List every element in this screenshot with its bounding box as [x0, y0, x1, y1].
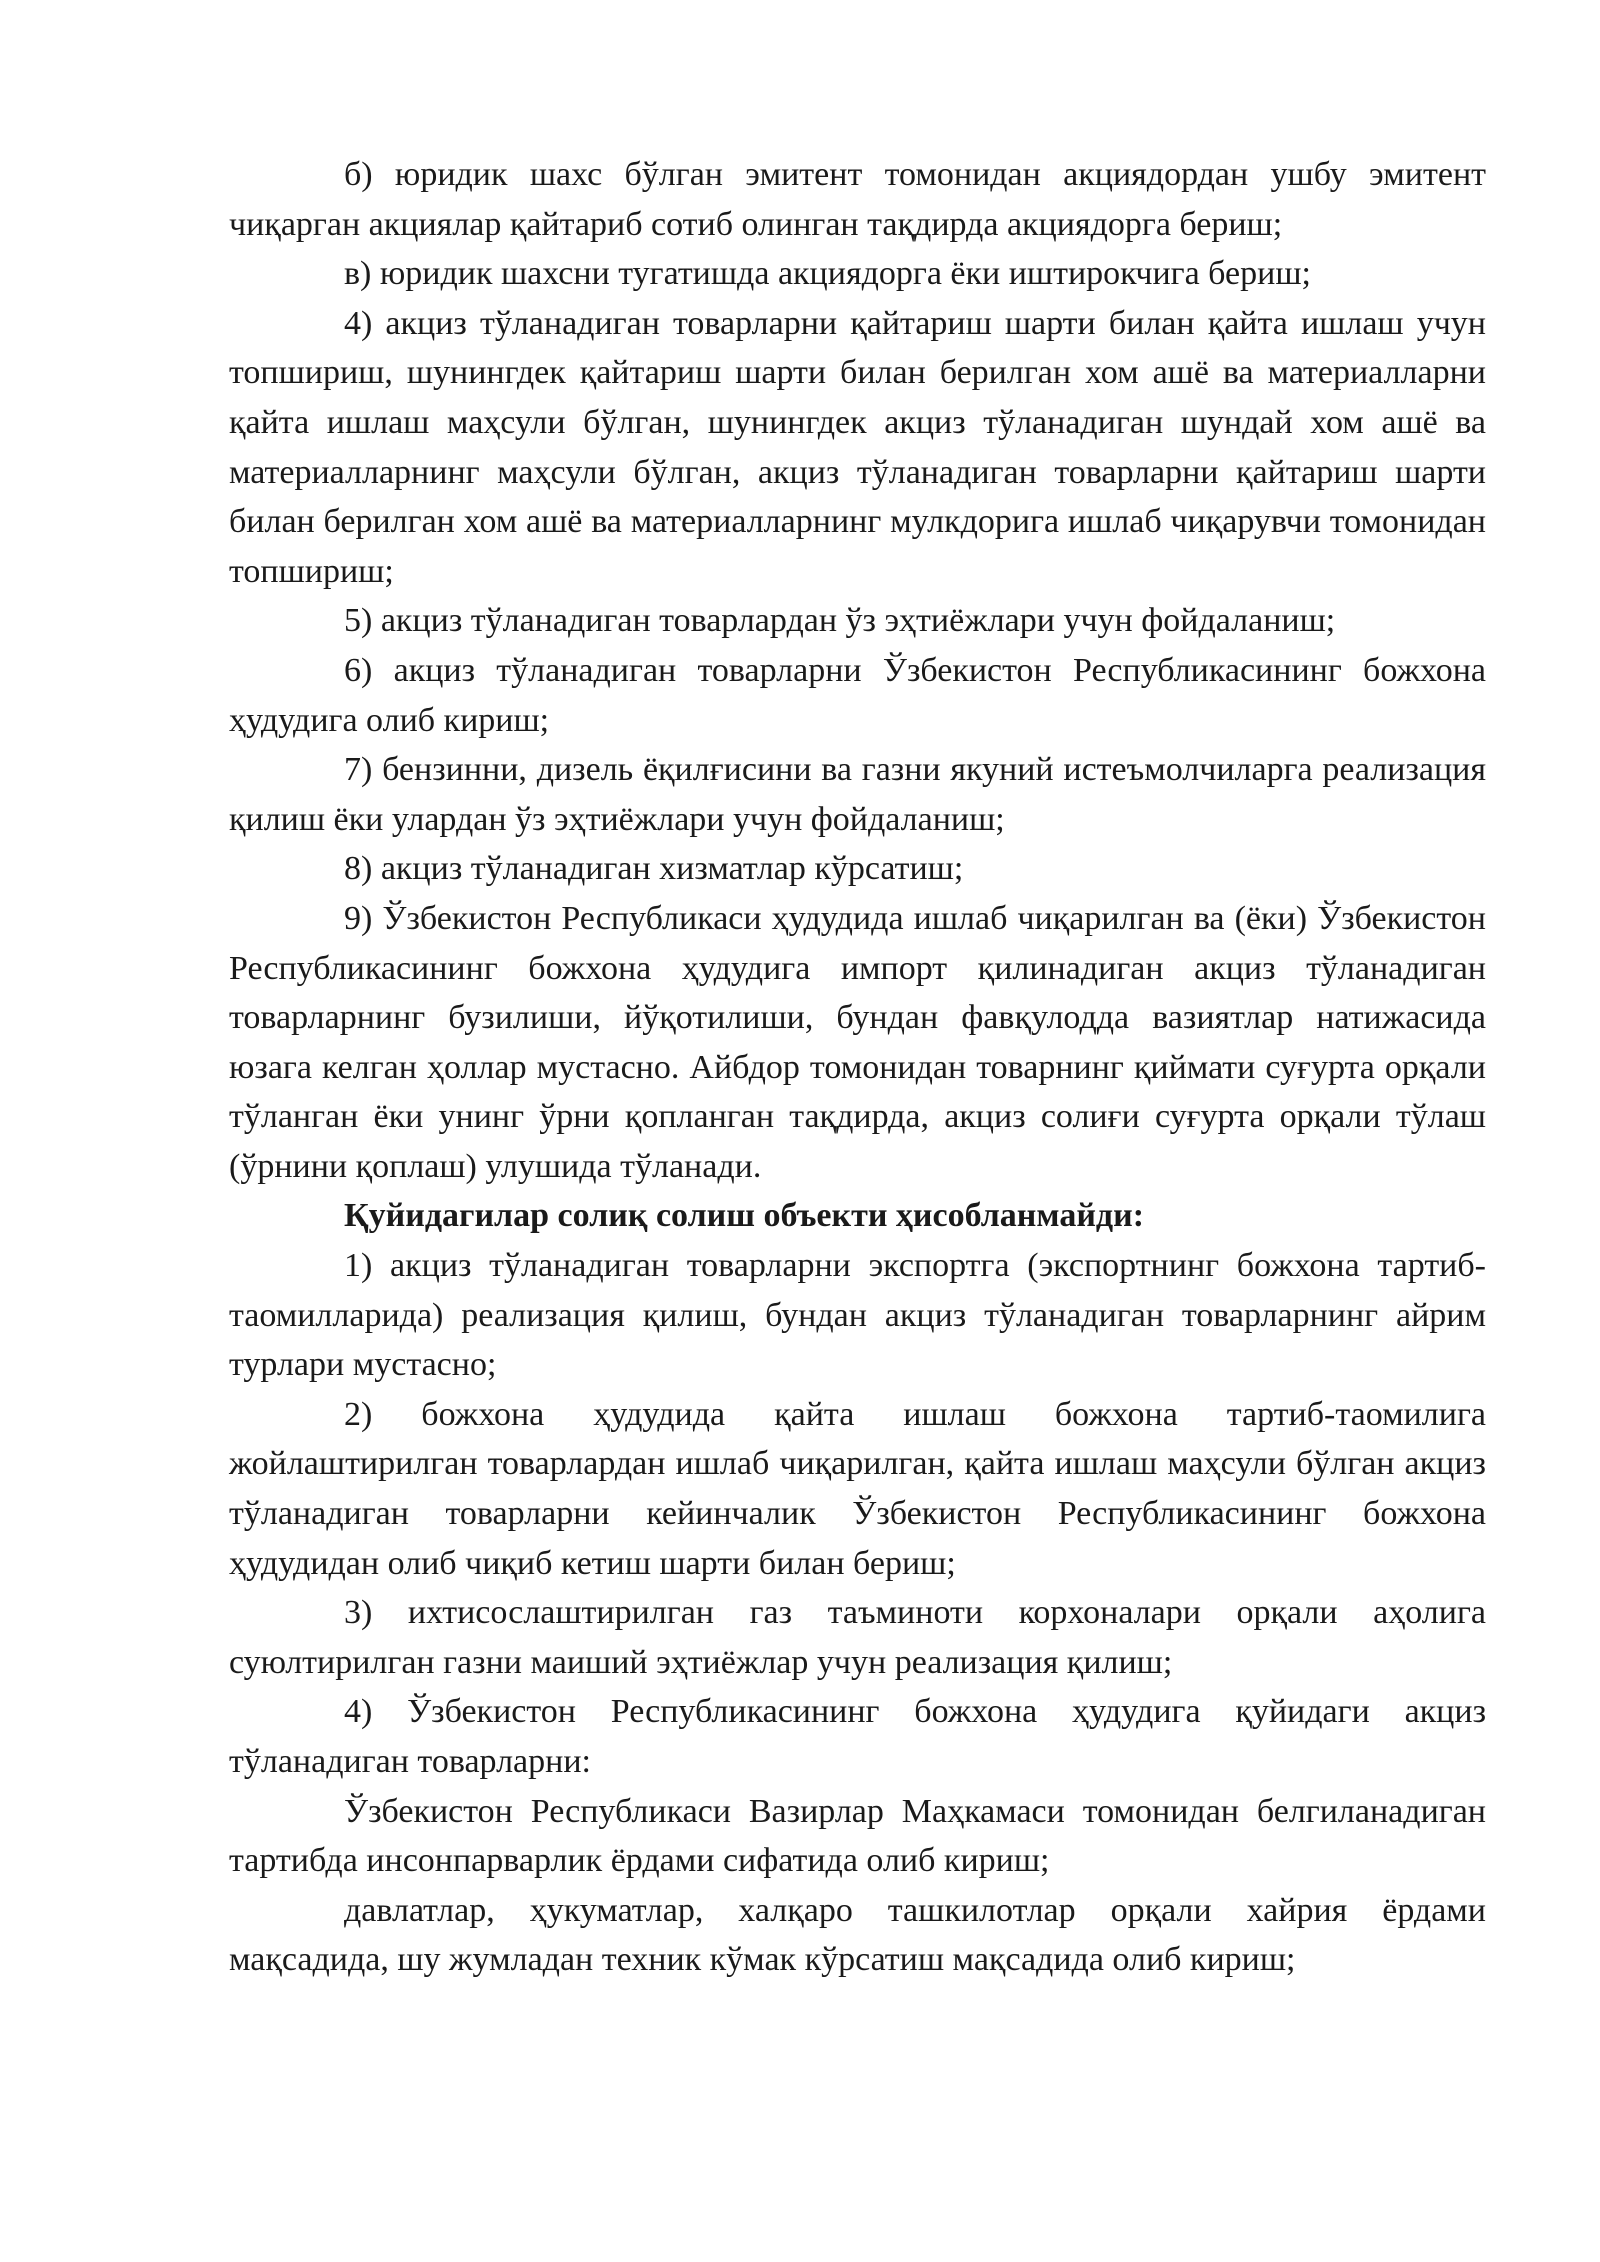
paragraph: 6) акциз тўланадиган товарларни Ўзбекистон Республикасининг божхона ҳудудига олиб кириш; — [229, 651, 1486, 739]
paragraph: 9) Ўзбекистон Республикаси ҳудудида ишлаб чиқарилган ва (ёки) Ўзбекистон Республикасининг божхона ҳудудига импорт қилинадиган акциз тўланадиган товарларнинг бузилиши, йўқотилиши, бундан фавқулодда вазиятлар натижасида юзага келган ҳоллар мустасно. Айбдор томонидан товарнинг қиймати суғурта орқали тўланган ёки унинг ўрни қопланган тақдирда, акциз солиғи суғурта орқали тўлаш (ўрнини қоплаш) улушида тўланади. — [229, 899, 1486, 1185]
paragraph: б) юридик шахс бўлган эмитент томонидан акциядордан ушбу эмитент чиқарган акциялар қайтариб сотиб олинган тақдирда акциядорга бериш; — [229, 156, 1486, 243]
paragraph: давлатлар, ҳукуматлар, халқаро ташкилотлар орқали хайрия ёрдами мақсадида, шу жумладан техник кўмак кўрсатиш мақсадида олиб кириш; — [229, 1891, 1486, 1979]
paragraph: 8) акциз тўланадиган хизматлар кўрсатиш; — [344, 850, 964, 888]
paragraph: 4) Ўзбекистон Республикасининг божхона ҳудудига қуйидаги акциз тўланадиган товарларни: — [229, 1693, 1486, 1780]
paragraph: 2) божхона ҳудудида қайта ишлаш божхона тартиб-таомилига жойлаштирилган товарлардан ишлаб чиқарилган, қайта ишлаш маҳсули бўлган акциз тўланадиган товарларни кейинчалик Ўзбекистон Республикасининг божхона ҳудудидан олиб чиқиб кетиш шарти билан бериш; — [229, 1395, 1486, 1582]
paragraph: 4) акциз тўланадиган товарларни қайтариш шарти билан қайта ишлаш учун топшириш, шунингдек қайтариш шарти билан берилган хом ашё ва материалларни қайта ишлаш маҳсули бўлган, шунингдек акциз тўланадиган шундай хом ашё ва материалларнинг маҳсули бўлган, акциз тўланадиган товарларни қайтариш шарти билан берилган хом ашё ва материалларнинг мулкдорига ишлаб чиқарувчи томонидан топшириш; — [229, 304, 1486, 590]
paragraph: Ўзбекистон Республикаси Вазирлар Маҳкамаси томонидан белгиланадиган тартибда инсонпарварлик ёрдами сифатида олиб кириш; — [229, 1792, 1486, 1880]
document-page — [229, 150, 1486, 1985]
paragraph: 3) ихтисослаштирилган газ таъминоти корхоналари орқали аҳолига суюлтирилган газни маиший эҳтиёжлар учун реализация қилиш; — [229, 1594, 1486, 1681]
paragraph: 1) акциз тўланадиган товарларни экспортга (экспортнинг божхона тартиб-таомилларида) реализация қилиш, бундан акциз тўланадиган товарларнинг айрим турлари мустасно; — [229, 1247, 1486, 1384]
paragraph: 5) акциз тўланадиган товарлардан ўз эҳтиёжлари учун фойдаланиш; — [344, 602, 1336, 640]
paragraph: в) юридик шахсни тугатишда акциядорга ёки иштирокчига бериш; — [344, 255, 1311, 293]
paragraph: 7) бензинни, дизель ёқилғисини ва газни якуний истеъмолчиларга реализация қилиш ёки улардан ўз эҳтиёжлари учун фойдаланиш; — [229, 751, 1486, 838]
section-heading: Қуйидагилар солиқ солиш объекти ҳисобланмайди: — [344, 1197, 1145, 1235]
